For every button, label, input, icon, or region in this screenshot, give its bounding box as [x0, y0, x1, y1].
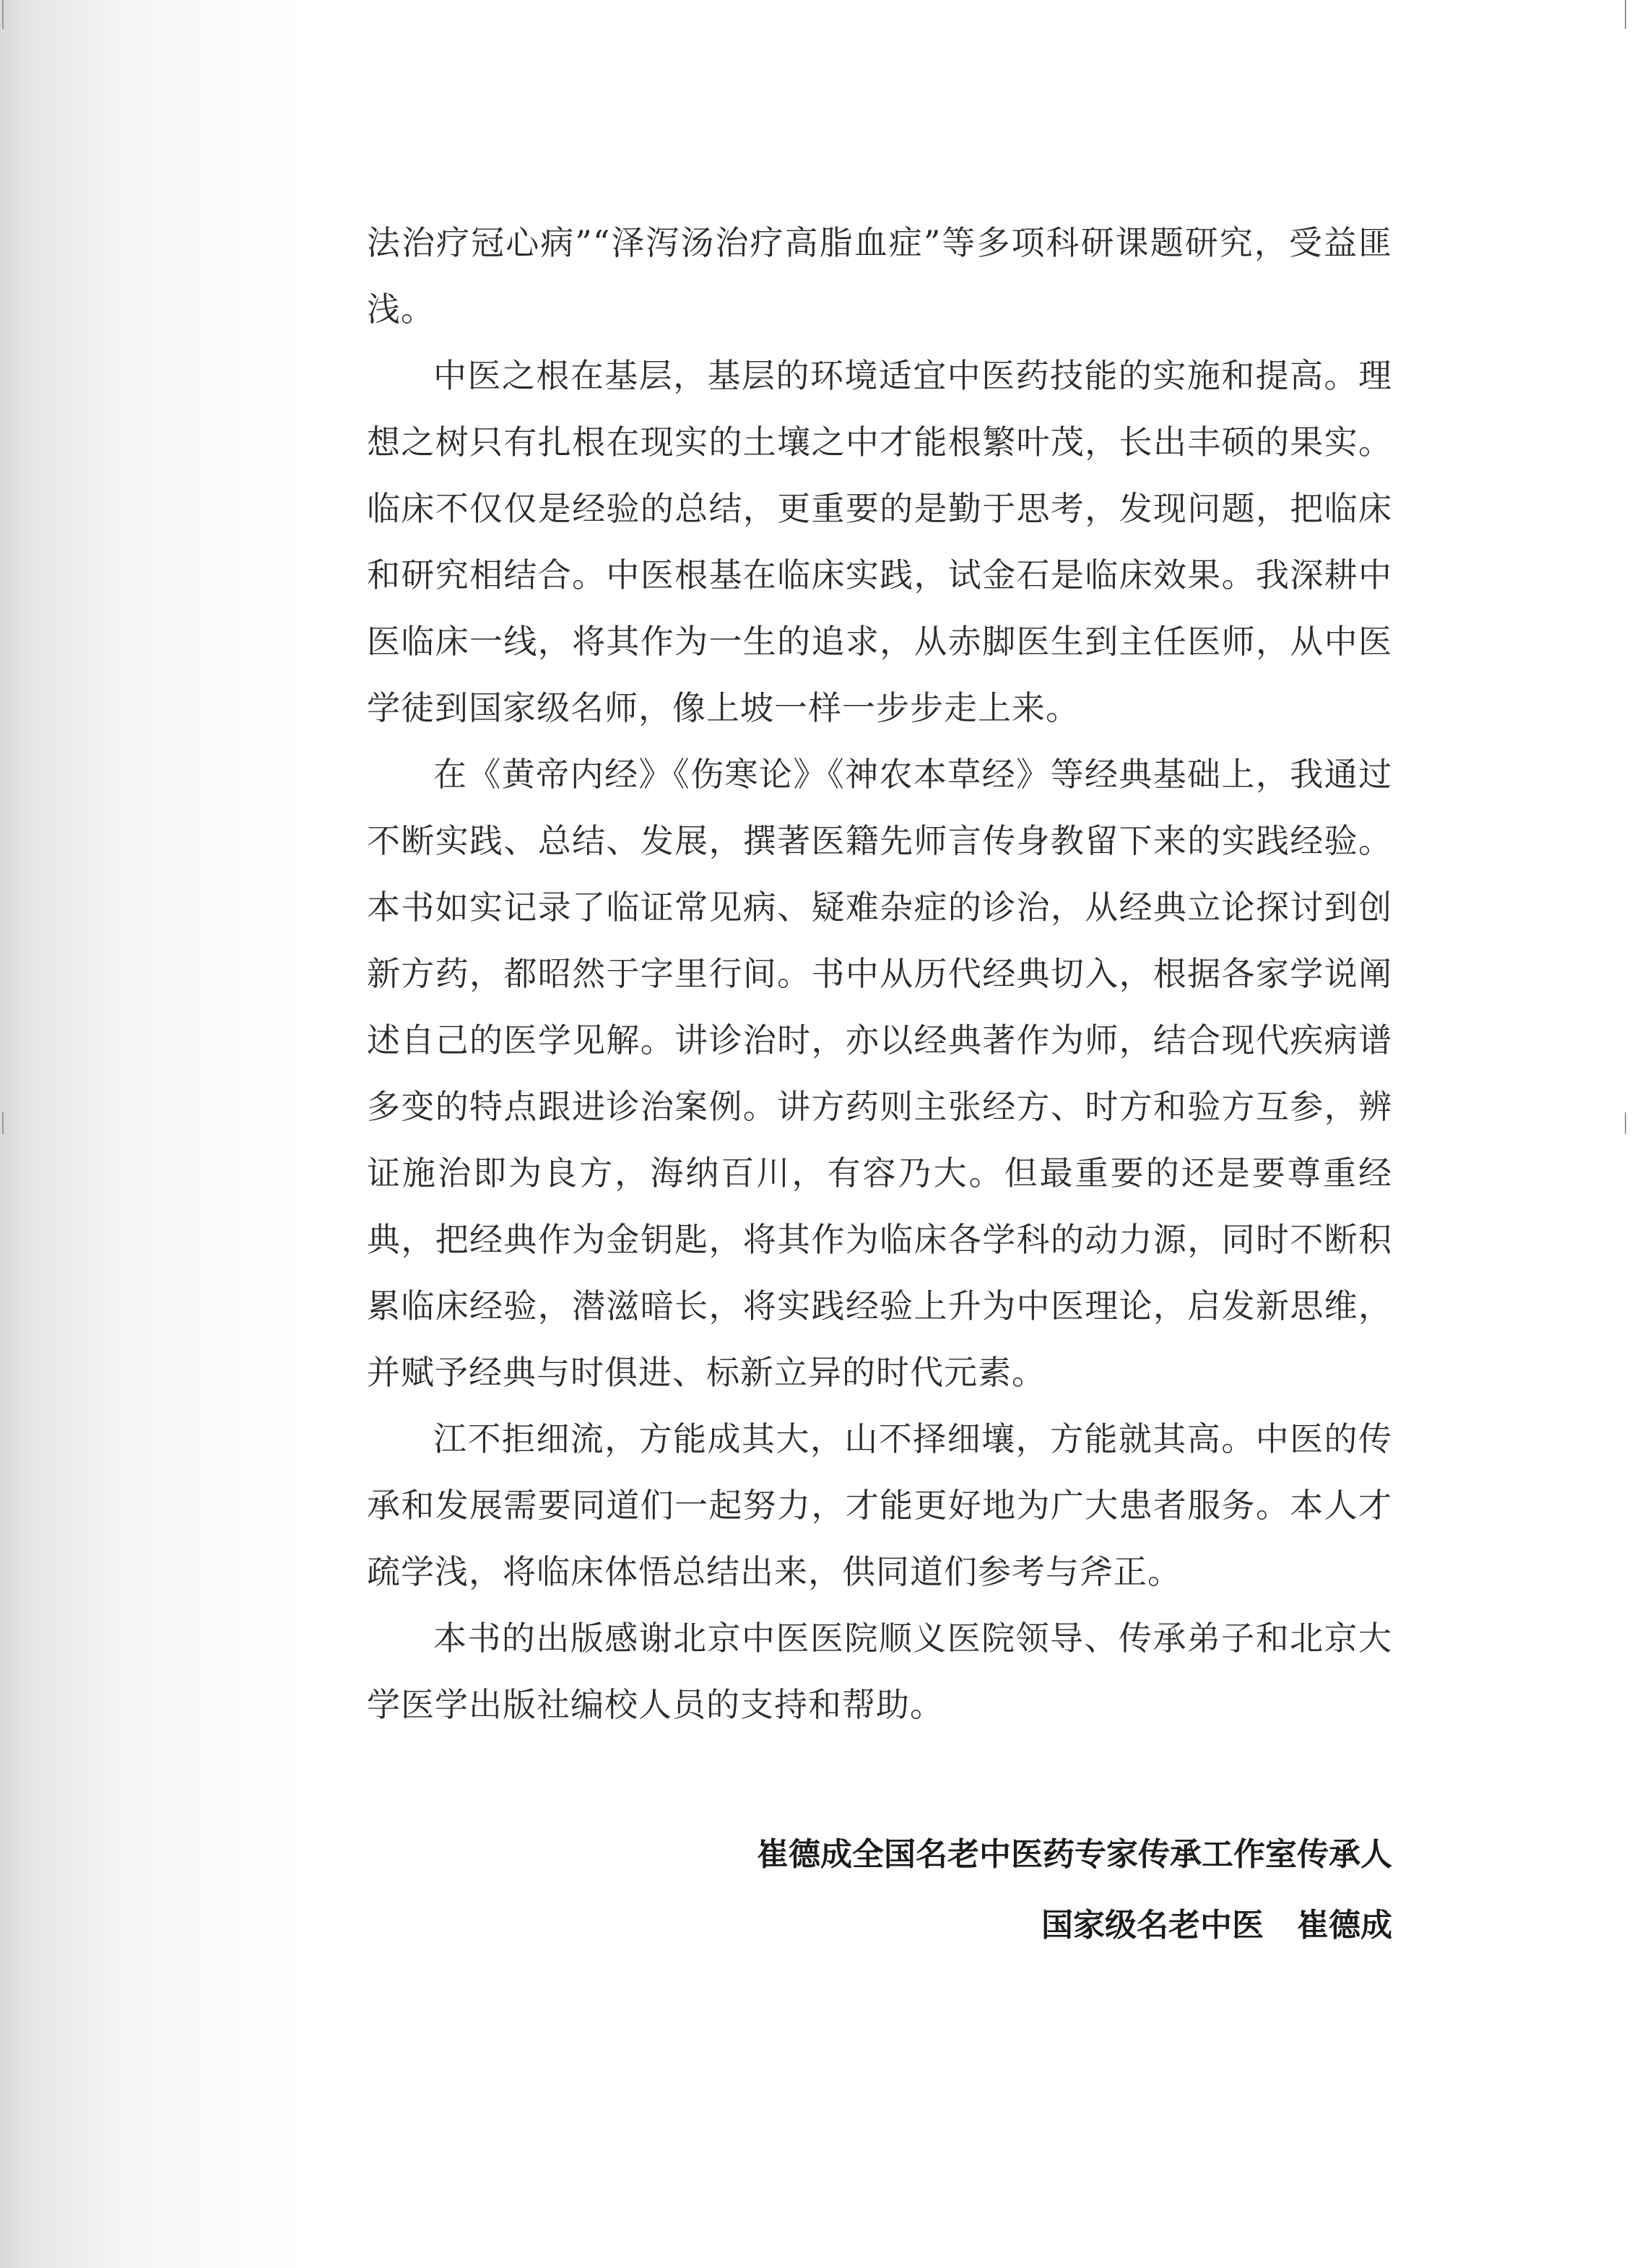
body-text	[367, 209, 1392, 1738]
signature-affiliation: 崔德成全国名老中医药专家传承工作室传承人	[757, 1836, 1392, 1873]
paragraph: 江不拒细流，方能成其大，山不择细壤，方能就其高。中医的传承和发展需要同道们一起努力，才能更好地为广大患者服务。本人才疏学浅，将临床体悟总结出来，供同道们参考与斧正。	[367, 1419, 1392, 1591]
paragraph: 本书的出版感谢北京中医医院顺义医院领导、传承弟子和北京大学医学出版社编校人员的支持和帮助。	[367, 1619, 1392, 1724]
paragraph: 在《黄帝内经》《伤寒论》《神农本草经》等经典基础上，我通过不断实践、总结、发展，撰著医籍先师言传身教留下来的实践经验。本书如实记录了临证常见病、疑难杂症的诊治，从经典立论探讨到创新方药，都昭然于字里行间。书中从历代经典切入，根据各家学说阐述自己的医学见解。讲诊治时，亦以经典著作为师，结合现代疾病谱多变的特点跟进诊治案例。讲方药则主张经方、时方和验方互参，辨证施治即为良方，海纳百川，有容乃大。但最重要的还是要尊重经典，把经典作为金钥匙，将其作为临床各学科的动力源，同时不断积累临床经验，潜滋暗长，将实践经验上升为中医理论，启发新思维，并赋予经典与时俱进、标新立异的时代元素。	[367, 755, 1392, 1392]
author-title: 国家级名老中医	[1041, 1907, 1264, 1944]
spine-shadow	[0, 0, 303, 2268]
signature-author	[453, 1904, 1392, 1947]
paragraph-continuation: 法治疗冠心病”“泽泻汤治疗高脂血症”等多项科研课题研究，受益匪浅。	[367, 223, 1392, 329]
trim-mark	[2, 0, 4, 29]
trim-mark	[2, 1112, 4, 1134]
author-name: 崔德成	[1297, 1907, 1392, 1944]
trim-mark	[1625, 0, 1626, 29]
paragraph: 中医之根在基层，基层的环境适宜中医药技能的实施和提高。理想之树只有扎根在现实的土壤之中才能根繁叶茂，长出丰硕的果实。临床不仅仅是经验的总结，更重要的是勤于思考，发现问题，把临床和研究相结合。中医根基在临床实践，试金石是临床效果。我深耕中医临床一线，将其作为一生的追求，从赤脚医生到主任医师，从中医学徒到国家级名师，像上坡一样一步步走上来。	[367, 356, 1392, 727]
trim-mark	[1625, 1112, 1626, 1134]
